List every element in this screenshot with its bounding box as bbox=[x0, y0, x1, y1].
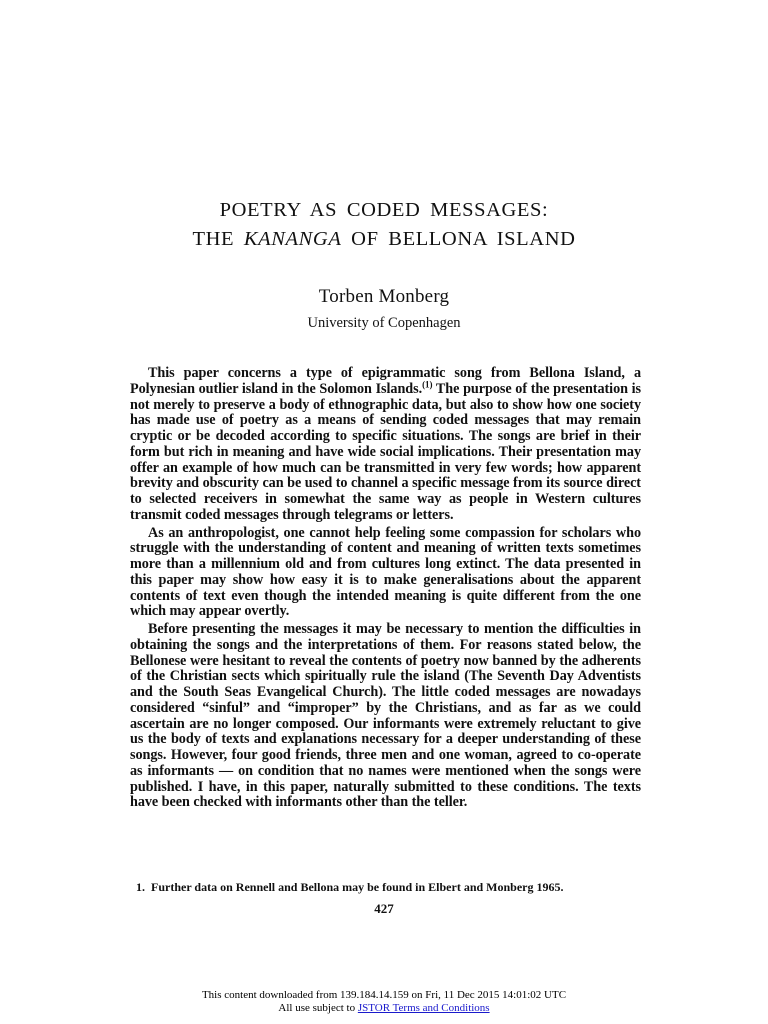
title-italic-word: KANANGA bbox=[243, 228, 342, 250]
footnote-text: Further data on Rennell and Bellona may be found in Elbert and Monberg 1965. bbox=[151, 880, 564, 894]
jstor-download-notice bbox=[0, 989, 768, 1015]
paragraph-1-start: This paper concerns a type of epigrammatic song from Bellona Island, a Polynesian outlier island in the Solomon Islands. bbox=[130, 365, 641, 397]
title-line-2-prefix: THE bbox=[192, 228, 244, 250]
footnote-reference: (1) bbox=[422, 379, 433, 390]
terms-line bbox=[0, 1002, 768, 1015]
download-info-line: This content downloaded from 139.184.14.159 on Fri, 11 Dec 2015 14:01:02 UTC bbox=[201, 989, 567, 1001]
paragraph-1 bbox=[130, 366, 641, 524]
paragraph-1-end: The purpose of the presentation is not merely to preserve a body of ethnographic data, but also to show how one society has made use of poetry as a means of sending coded messages that may remain cryptic or be decoded according to specific situations. The songs are brief in their form but rich in meaning and have wide social implications. Their presentation may offer an example of how much can be transmitted in very few words; how apparent brevity and obscurity can be used to channel a specific message from its source direct to selected receivers in somewhat the same way as people in Western cultures transmit coded messages through telegrams or letters. bbox=[130, 380, 642, 523]
article-title-line-2 bbox=[0, 228, 768, 251]
author-affiliation: University of Copenhagen bbox=[307, 315, 461, 331]
terms-prefix: All use subject to bbox=[278, 1002, 358, 1014]
title-line-2-suffix: OF BELLONA ISLAND bbox=[341, 228, 576, 250]
page-number: 427 bbox=[374, 901, 394, 916]
paragraph-2: As an anthropologist, one cannot help feeling some compassion for scholars who struggle with the understanding of content and meaning of written texts sometimes more than a millennium old and from cultures long extinct. The data presented in this paper may show how easy it is to make generalisations about the apparent contents of text even though the intended meaning is quite different from the one which may appear overtly. bbox=[130, 524, 641, 620]
article-body bbox=[130, 366, 641, 813]
footnote bbox=[136, 880, 656, 895]
jstor-terms-link[interactable]: JSTOR Terms and Conditions bbox=[357, 1002, 490, 1014]
footnote-number: 1. bbox=[136, 880, 145, 894]
article-title-line-1: POETRY AS CODED MESSAGES: bbox=[219, 199, 549, 221]
author-name: Torben Monberg bbox=[318, 286, 450, 307]
paragraph-3: Before presenting the messages it may be necessary to mention the difficulties in obtaining the songs and the interpretations of them. For reasons stated below, the Bellonese were hesitant to reveal the contents of poetry now banned by the adherents of the Christian sects which spiritually rule the island (The Seventh Day Adventists and the South Seas Evangelical Church). The little coded messages are nowadays considered “sinful” and “improper” by the Christians, and as far as we could ascertain are no longer composed. Our informants were extremely reluctant to give us the body of texts and explanations necessary for a deeper understanding of these songs. However, four good friends, three men and one woman, agreed to co-operate as informants — on condition that no names were mentioned when the songs were published. I have, in this paper, naturally submitted to these conditions. The texts have been checked with informants other than the teller. bbox=[130, 621, 641, 811]
